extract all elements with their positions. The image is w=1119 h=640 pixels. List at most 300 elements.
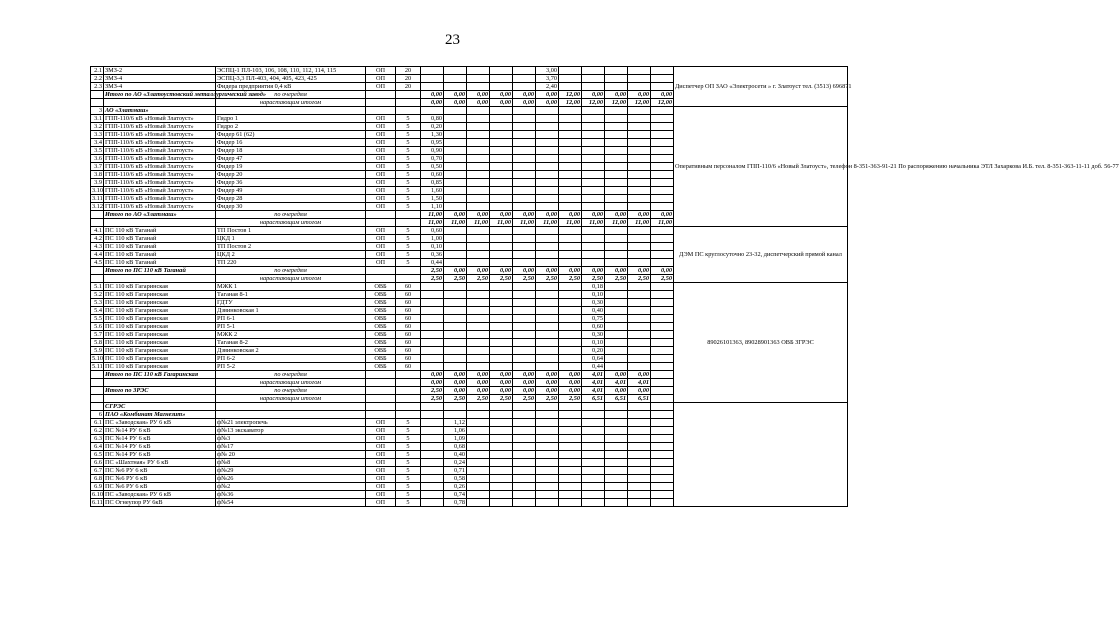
- stage-value: 2,50: [513, 395, 536, 403]
- stage-value: 0,00: [651, 267, 674, 275]
- object-name: ГПП-110/6 кВ «Новый Златоуст»: [104, 147, 216, 155]
- row-number: 5.5: [91, 315, 104, 323]
- stage-value: [467, 179, 490, 187]
- stage-value: [605, 451, 628, 459]
- stage-value: 11,00: [605, 219, 628, 227]
- stage-value: [628, 187, 651, 195]
- control-type: ОВБ: [366, 355, 396, 363]
- time-minutes: 60: [396, 363, 421, 371]
- stage-value: [421, 443, 444, 451]
- stage-value: [559, 291, 582, 299]
- stage-value: [628, 363, 651, 371]
- stage-value: 1,12: [444, 419, 467, 427]
- row-number: 5.6: [91, 323, 104, 331]
- stage-value: [513, 435, 536, 443]
- stage-value: [582, 163, 605, 171]
- object-name: ГПП-110/6 кВ «Новый Златоуст»: [104, 131, 216, 139]
- row-number: 3.5: [91, 147, 104, 155]
- stage-value: [467, 499, 490, 507]
- stage-value: [490, 419, 513, 427]
- stage-value: [513, 483, 536, 491]
- stage-value: [605, 283, 628, 291]
- stage-value: [628, 475, 651, 483]
- stage-value: [628, 331, 651, 339]
- stage-value: 0,00: [559, 387, 582, 395]
- object-name: ПС 110 кВ Гагаринская: [104, 307, 216, 315]
- object-name: [104, 395, 216, 403]
- feeder-name: Фидер 16: [216, 139, 366, 147]
- stage-value: 11,00: [490, 219, 513, 227]
- stage-value: [651, 227, 674, 235]
- object-name: ГПП-110/6 кВ «Новый Златоуст»: [104, 139, 216, 147]
- feeder-name: ф№8: [216, 459, 366, 467]
- stage-value: [628, 499, 651, 507]
- feeder-name: Фидер 36: [216, 179, 366, 187]
- row-number: 6.7: [91, 467, 104, 475]
- stage-value: [536, 163, 559, 171]
- stage-value: 0,00: [467, 211, 490, 219]
- stage-value: [582, 459, 605, 467]
- stage-value: 0,60: [582, 323, 605, 331]
- stage-value: [651, 371, 674, 379]
- stage-value: [605, 307, 628, 315]
- control-type: ОВБ: [366, 291, 396, 299]
- control-type: ОП: [366, 419, 396, 427]
- row-number: 3.4: [91, 139, 104, 147]
- object-name: ПС №14 РУ 6 кВ: [104, 435, 216, 443]
- stage-value: [605, 443, 628, 451]
- stage-value: [467, 435, 490, 443]
- stage-value: [490, 339, 513, 347]
- stage-value: [467, 251, 490, 259]
- stage-value: [536, 403, 559, 411]
- control-type: ОП: [366, 171, 396, 179]
- row-number: [91, 379, 104, 387]
- stage-value: [513, 491, 536, 499]
- stage-value: [444, 203, 467, 211]
- stage-value: 2,50: [605, 275, 628, 283]
- stage-value: [605, 187, 628, 195]
- stage-value: [605, 227, 628, 235]
- object-name: ПС 110 кВ Таганай: [104, 251, 216, 259]
- stage-value: [421, 491, 444, 499]
- stage-value: [582, 491, 605, 499]
- stage-value: [536, 499, 559, 507]
- time-minutes: 5: [396, 491, 421, 499]
- stage-value: 12,00: [651, 99, 674, 107]
- stage-value: [605, 355, 628, 363]
- time-minutes: 5: [396, 243, 421, 251]
- control-type: ОП: [366, 83, 396, 91]
- stage-value: [467, 451, 490, 459]
- control-type: ОВБ: [366, 363, 396, 371]
- stage-value: [490, 171, 513, 179]
- stage-value: [444, 195, 467, 203]
- stage-value: [582, 83, 605, 91]
- stage-value: [490, 131, 513, 139]
- stage-value: 0,00: [421, 379, 444, 387]
- stage-value: [513, 179, 536, 187]
- feeder-name: [216, 411, 366, 419]
- stage-value: 11,00: [513, 219, 536, 227]
- stage-value: [651, 155, 674, 163]
- object-name: ПС №6 РУ 6 кВ: [104, 483, 216, 491]
- feeder-name: Фидер 28: [216, 195, 366, 203]
- stage-value: 0,00: [513, 211, 536, 219]
- stage-value: [605, 435, 628, 443]
- stage-value: [490, 323, 513, 331]
- stage-value: [605, 195, 628, 203]
- object-name: ПС №14 РУ 6 кВ: [104, 451, 216, 459]
- stage-value: [467, 307, 490, 315]
- stage-value: [628, 315, 651, 323]
- object-name: [104, 275, 216, 283]
- stage-value: [651, 259, 674, 267]
- stage-value: 0,00: [490, 379, 513, 387]
- row-number: 4.2: [91, 235, 104, 243]
- stage-value: [421, 75, 444, 83]
- stage-value: 0,36: [421, 251, 444, 259]
- stage-value: [651, 363, 674, 371]
- control-type: [366, 99, 396, 107]
- stage-value: [467, 411, 490, 419]
- stage-value: 6,51: [628, 395, 651, 403]
- control-type: ОП: [366, 243, 396, 251]
- stage-value: [628, 467, 651, 475]
- stage-value: [651, 139, 674, 147]
- feeder-name: РП 5-1: [216, 323, 366, 331]
- control-type: ОП: [366, 227, 396, 235]
- control-type: ОП: [366, 115, 396, 123]
- stage-value: [559, 331, 582, 339]
- stage-value: 0,80: [421, 115, 444, 123]
- stage-value: [513, 355, 536, 363]
- stage-value: 0,00: [582, 267, 605, 275]
- object-name: ПС 110 кВ Гагаринская: [104, 315, 216, 323]
- stage-value: [421, 499, 444, 507]
- stage-value: [490, 307, 513, 315]
- feeder-name: по очередям: [216, 387, 366, 395]
- stage-value: [559, 491, 582, 499]
- section-row: [91, 107, 848, 115]
- stage-value: [490, 163, 513, 171]
- stage-value: [536, 291, 559, 299]
- object-name: ПС №14 РУ 6 кВ: [104, 427, 216, 435]
- stage-value: [605, 363, 628, 371]
- control-type: ОВБ: [366, 347, 396, 355]
- object-name: ПС 110 кВ Гагаринская: [104, 363, 216, 371]
- time-minutes: 5: [396, 115, 421, 123]
- stage-value: [513, 427, 536, 435]
- stage-value: [559, 107, 582, 115]
- stage-value: [582, 171, 605, 179]
- stage-value: [651, 107, 674, 115]
- stage-value: [421, 483, 444, 491]
- stage-value: [559, 467, 582, 475]
- stage-value: 0,60: [421, 171, 444, 179]
- stage-value: [490, 491, 513, 499]
- row-number: [91, 371, 104, 379]
- time-minutes: 5: [396, 483, 421, 491]
- stage-value: [536, 227, 559, 235]
- stage-value: [628, 243, 651, 251]
- stage-value: 12,00: [582, 99, 605, 107]
- stage-value: [490, 291, 513, 299]
- time-minutes: 5: [396, 451, 421, 459]
- row-number: 3.11: [92, 195, 103, 202]
- time-minutes: [396, 387, 421, 395]
- stage-value: [536, 491, 559, 499]
- stage-value: [559, 299, 582, 307]
- stage-value: 0,00: [444, 99, 467, 107]
- stage-value: 0,00: [559, 267, 582, 275]
- stage-value: [444, 251, 467, 259]
- stage-value: [628, 115, 651, 123]
- stage-value: [651, 355, 674, 363]
- stage-value: 0,24: [444, 459, 467, 467]
- stage-value: [628, 299, 651, 307]
- stage-value: [513, 315, 536, 323]
- control-type: ОП: [366, 467, 396, 475]
- stage-value: [651, 195, 674, 203]
- time-minutes: 5: [396, 171, 421, 179]
- control-type: ОП: [366, 147, 396, 155]
- stage-value: [467, 123, 490, 131]
- stage-value: [444, 107, 467, 115]
- row-number: 6.6: [91, 459, 104, 467]
- row-number: 2.3: [91, 83, 104, 91]
- stage-value: [559, 179, 582, 187]
- stage-value: [490, 147, 513, 155]
- stage-value: [582, 139, 605, 147]
- object-name: ЗМЗ-4: [104, 75, 216, 83]
- stage-value: [559, 83, 582, 91]
- stage-value: 11,00: [421, 219, 444, 227]
- stage-value: [605, 203, 628, 211]
- stage-value: [651, 347, 674, 355]
- row-number: 3.12: [92, 203, 104, 210]
- stage-value: [513, 155, 536, 163]
- stage-value: [467, 403, 490, 411]
- control-type: ОВБ: [366, 283, 396, 291]
- stage-value: [490, 195, 513, 203]
- stage-value: [605, 403, 628, 411]
- stage-value: [651, 475, 674, 483]
- stage-value: [513, 163, 536, 171]
- feeder-name: нарастающим итогом: [216, 275, 366, 283]
- stage-value: [582, 475, 605, 483]
- object-name: ПС 110 кВ Гагаринская: [104, 299, 216, 307]
- stage-value: [651, 123, 674, 131]
- row-number: [91, 99, 104, 107]
- row-number: 3.1: [91, 115, 104, 123]
- row-number: 2.1: [91, 67, 104, 75]
- stage-value: 0,00: [490, 91, 513, 99]
- stage-value: 0,00: [467, 99, 490, 107]
- stage-value: 0,00: [536, 99, 559, 107]
- feeder-name: [216, 107, 366, 115]
- stage-value: [559, 347, 582, 355]
- stage-value: 0,00: [467, 387, 490, 395]
- time-minutes: [396, 91, 421, 99]
- stage-value: 0,00: [536, 211, 559, 219]
- stage-value: [628, 123, 651, 131]
- row-number: 5.8: [91, 339, 104, 347]
- stage-value: [513, 403, 536, 411]
- stage-value: [651, 483, 674, 491]
- stage-value: [559, 355, 582, 363]
- control-type: ОП: [366, 155, 396, 163]
- row-number: [91, 91, 104, 99]
- stage-value: 0,00: [490, 211, 513, 219]
- stage-value: 0,00: [605, 211, 628, 219]
- time-minutes: 5: [396, 131, 421, 139]
- object-name: ПС 110 кВ Гагаринская: [104, 291, 216, 299]
- stage-value: [536, 115, 559, 123]
- stage-value: [605, 419, 628, 427]
- stage-value: [513, 499, 536, 507]
- stage-value: [467, 139, 490, 147]
- object-name: Итого по ПС 110 кВ Таганай: [104, 267, 216, 275]
- stage-value: [605, 163, 628, 171]
- stage-value: [536, 251, 559, 259]
- stage-value: 0,00: [605, 371, 628, 379]
- stage-value: [421, 299, 444, 307]
- stage-value: [467, 459, 490, 467]
- stage-value: [536, 187, 559, 195]
- row-number: 5.2: [91, 291, 104, 299]
- object-name: ПС «Заводская» РУ 6 кВ: [104, 491, 216, 499]
- stage-value: [536, 123, 559, 131]
- control-type: ОП: [366, 179, 396, 187]
- stage-value: 11,00: [628, 219, 651, 227]
- stage-value: 0,90: [421, 147, 444, 155]
- stage-value: 2,50: [421, 387, 444, 395]
- control-type: ОВБ: [366, 307, 396, 315]
- stage-value: 11,00: [467, 219, 490, 227]
- feeder-name: ЦКД 2: [216, 251, 366, 259]
- stage-value: [444, 163, 467, 171]
- control-type: [366, 211, 396, 219]
- stage-value: 2,50: [467, 275, 490, 283]
- stage-value: [490, 411, 513, 419]
- stage-value: [605, 259, 628, 267]
- stage-value: [536, 235, 559, 243]
- stage-value: [444, 179, 467, 187]
- row-number: 3.10: [92, 187, 104, 194]
- stage-value: [651, 75, 674, 83]
- stage-value: [536, 323, 559, 331]
- stage-value: [421, 419, 444, 427]
- stage-value: [467, 147, 490, 155]
- time-minutes: 5: [396, 259, 421, 267]
- stage-value: [628, 491, 651, 499]
- feeder-name: Фидер 47: [216, 155, 366, 163]
- stage-value: [651, 443, 674, 451]
- stage-value: 4,01: [628, 379, 651, 387]
- time-minutes: [396, 275, 421, 283]
- time-minutes: [396, 267, 421, 275]
- stage-value: [421, 307, 444, 315]
- stage-value: [421, 283, 444, 291]
- stage-value: [559, 475, 582, 483]
- stage-value: [536, 435, 559, 443]
- stage-value: [651, 187, 674, 195]
- row-number: 4.1: [91, 227, 104, 235]
- stage-value: [490, 67, 513, 75]
- control-type: ОП: [366, 203, 396, 211]
- stage-value: [444, 347, 467, 355]
- stage-value: [559, 435, 582, 443]
- stage-value: [444, 283, 467, 291]
- stage-value: [536, 243, 559, 251]
- disconnection-schedule-table: [90, 66, 1119, 507]
- time-minutes: [396, 371, 421, 379]
- time-minutes: 5: [396, 435, 421, 443]
- control-type: ОП: [366, 499, 396, 507]
- stage-value: [444, 307, 467, 315]
- control-type: ОП: [366, 235, 396, 243]
- stage-value: [536, 179, 559, 187]
- stage-value: [421, 403, 444, 411]
- stage-value: [559, 67, 582, 75]
- time-minutes: 5: [396, 443, 421, 451]
- stage-value: 2,50: [444, 395, 467, 403]
- object-name: ПС 110 кВ Гагаринская: [104, 283, 216, 291]
- stage-value: 1,06: [444, 427, 467, 435]
- stage-value: [559, 155, 582, 163]
- control-type: ОП: [366, 163, 396, 171]
- stage-value: [513, 307, 536, 315]
- stage-value: [582, 251, 605, 259]
- stage-value: [421, 451, 444, 459]
- stage-value: [559, 123, 582, 131]
- feeder-name: Фидер 19: [216, 163, 366, 171]
- stage-value: [536, 283, 559, 291]
- stage-value: 2,40: [536, 83, 559, 91]
- stage-value: [582, 427, 605, 435]
- contact-note: Диспетчер ОП ЗАО «Электросети » г. Златоуст тел. (3513) 696871: [674, 67, 848, 107]
- control-type: ОП: [366, 259, 396, 267]
- stage-value: [651, 179, 674, 187]
- feeder-name: по очередям: [216, 211, 366, 219]
- stage-value: [582, 123, 605, 131]
- stage-value: [605, 67, 628, 75]
- stage-value: [582, 435, 605, 443]
- object-name: ПС 110 кВ Гагаринская: [104, 331, 216, 339]
- time-minutes: 5: [396, 227, 421, 235]
- stage-value: 0,26: [444, 483, 467, 491]
- stage-value: [513, 299, 536, 307]
- stage-value: [536, 451, 559, 459]
- stage-value: 0,00: [651, 91, 674, 99]
- stage-value: [444, 243, 467, 251]
- stage-value: [467, 291, 490, 299]
- stage-value: 0,00: [628, 211, 651, 219]
- row-number: [91, 267, 104, 275]
- stage-value: 0,00: [536, 91, 559, 99]
- stage-value: [467, 67, 490, 75]
- stage-value: [628, 443, 651, 451]
- stage-value: [559, 195, 582, 203]
- stage-value: 12,00: [628, 99, 651, 107]
- stage-value: [490, 251, 513, 259]
- stage-value: [651, 339, 674, 347]
- stage-value: [651, 83, 674, 91]
- stage-value: [605, 499, 628, 507]
- stage-value: [628, 283, 651, 291]
- stage-value: 2,50: [536, 395, 559, 403]
